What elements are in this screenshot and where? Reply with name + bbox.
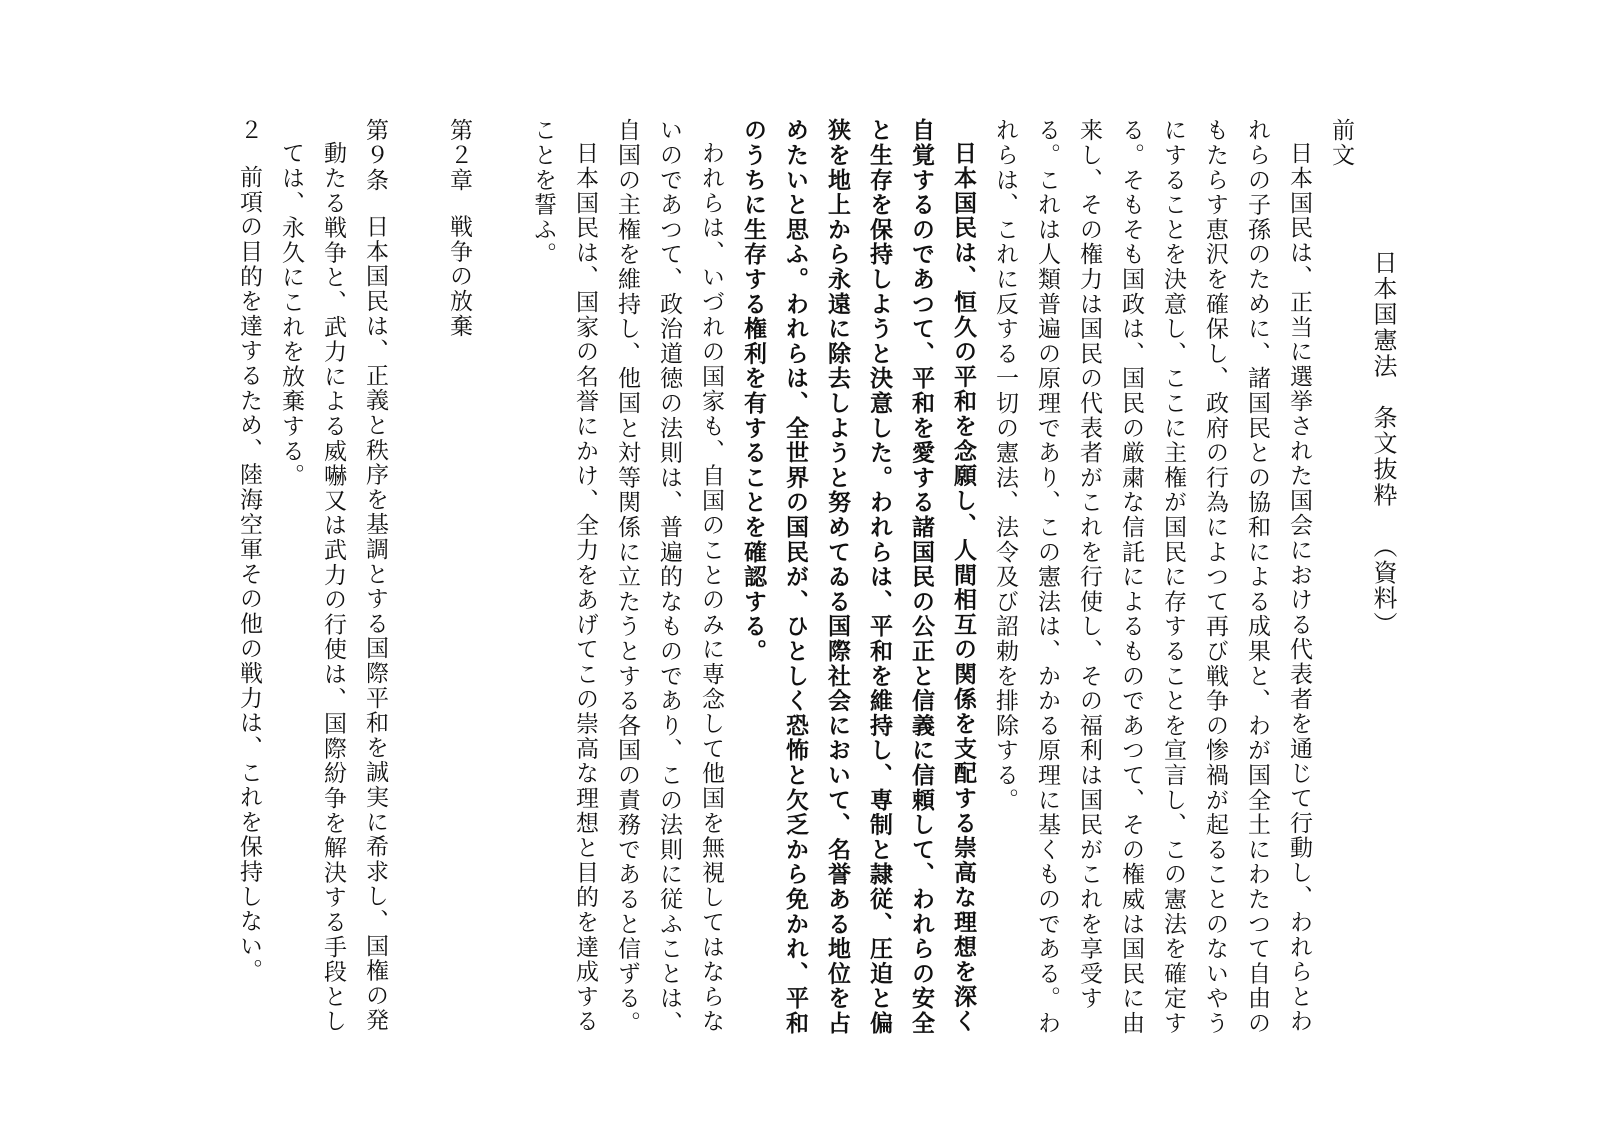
- title-text: 日本国憲法 条文抜粋: [1369, 250, 1397, 508]
- preamble-paragraph-3: われらは、いづれの国家も、自国のことのみに専念して他国を無視してはならないのであつて、政治道徳の法則は、普遍的なものであり、この法則に従ふことは、自国の主権を維持し、他国と対等関係に立たうとする各国の責務であると信ずる。: [614, 118, 724, 1036]
- article-clause-2-number: ２: [236, 118, 262, 143]
- chapter-label: 第２章: [446, 118, 472, 193]
- document-title: [1362, 118, 1404, 1038]
- preamble-paragraph-1: 日本国民は、正当に選挙された国会における代表者を通じて行動し、われらとわれらの子孫のために、諸国民との協和による成果と、わが国全土にわたつて自由のもたらす恵沢を確保し、政府の行為によつて再び戦争の惨禍が起ることのないやうにすることを決意し、ここに主権が国民に存することを宣言し、この憲法を確定する。そもそも国政は、国民の厳粛な信託によるものであつて、その権威は国民に由来し、その権力は国民の代表者がこれを行使し、その福利は国民がこれを享受する。これは人類普遍の原理であり、この憲法は、かかる原理に基くものである。われらは、これに反する一切の憲法、法令及び詔勅を排除する。: [992, 118, 1312, 1036]
- article-clause-2-text: 前項の目的を達するため、陸海空軍その他の戦力は、これを保持しない。: [236, 164, 262, 984]
- article-9-clause-1: [270, 118, 396, 1038]
- preamble-paragraph-2: 日本国民は、恒久の平和を念願し、人間相互の関係を支配する崇高な理想を深く自覚するのであつて、平和を愛する諸国民の公正と信義に信頼して、われらの安全と生存を保持しようと決意した。われらは、平和を維持し、専制と隷従、圧迫と偏狭を地上から永遠に除去しようと努めてゐる国際社会において、名誉ある地位を占めたいと思ふ。われらは、全世界の国民が、ひとしく恐怖と欠乏から免かれ、平和のうちに生存する権利を有することを確認する。: [740, 118, 976, 1036]
- section-spacer-2: [396, 118, 438, 1038]
- title-note: （資料）: [1369, 534, 1397, 638]
- chapter-title: 戦争の放棄: [446, 214, 472, 339]
- preamble-paragraph-4: 日本国民は、国家の名誉にかけ、全力をあげてこの崇高な理想と目的を達成することを誓ふ。: [530, 118, 598, 1034]
- article-9-clause-2: [228, 118, 270, 1038]
- article-clause-1-text: 日本国民は、正義と秩序を基調とする国際平和を誠実に希求し、国権の発動たる戦争と、武力による威嚇又は武力の行使は、国際紛争を解決する手段としては、永久にこれを放棄する。: [278, 141, 388, 1034]
- vertical-text-body: [164, 118, 1404, 1038]
- article-label: 第９条: [362, 118, 388, 193]
- preamble-heading: 前文: [1328, 118, 1354, 168]
- chapter-heading: [438, 118, 480, 1038]
- section-spacer: [480, 118, 522, 1038]
